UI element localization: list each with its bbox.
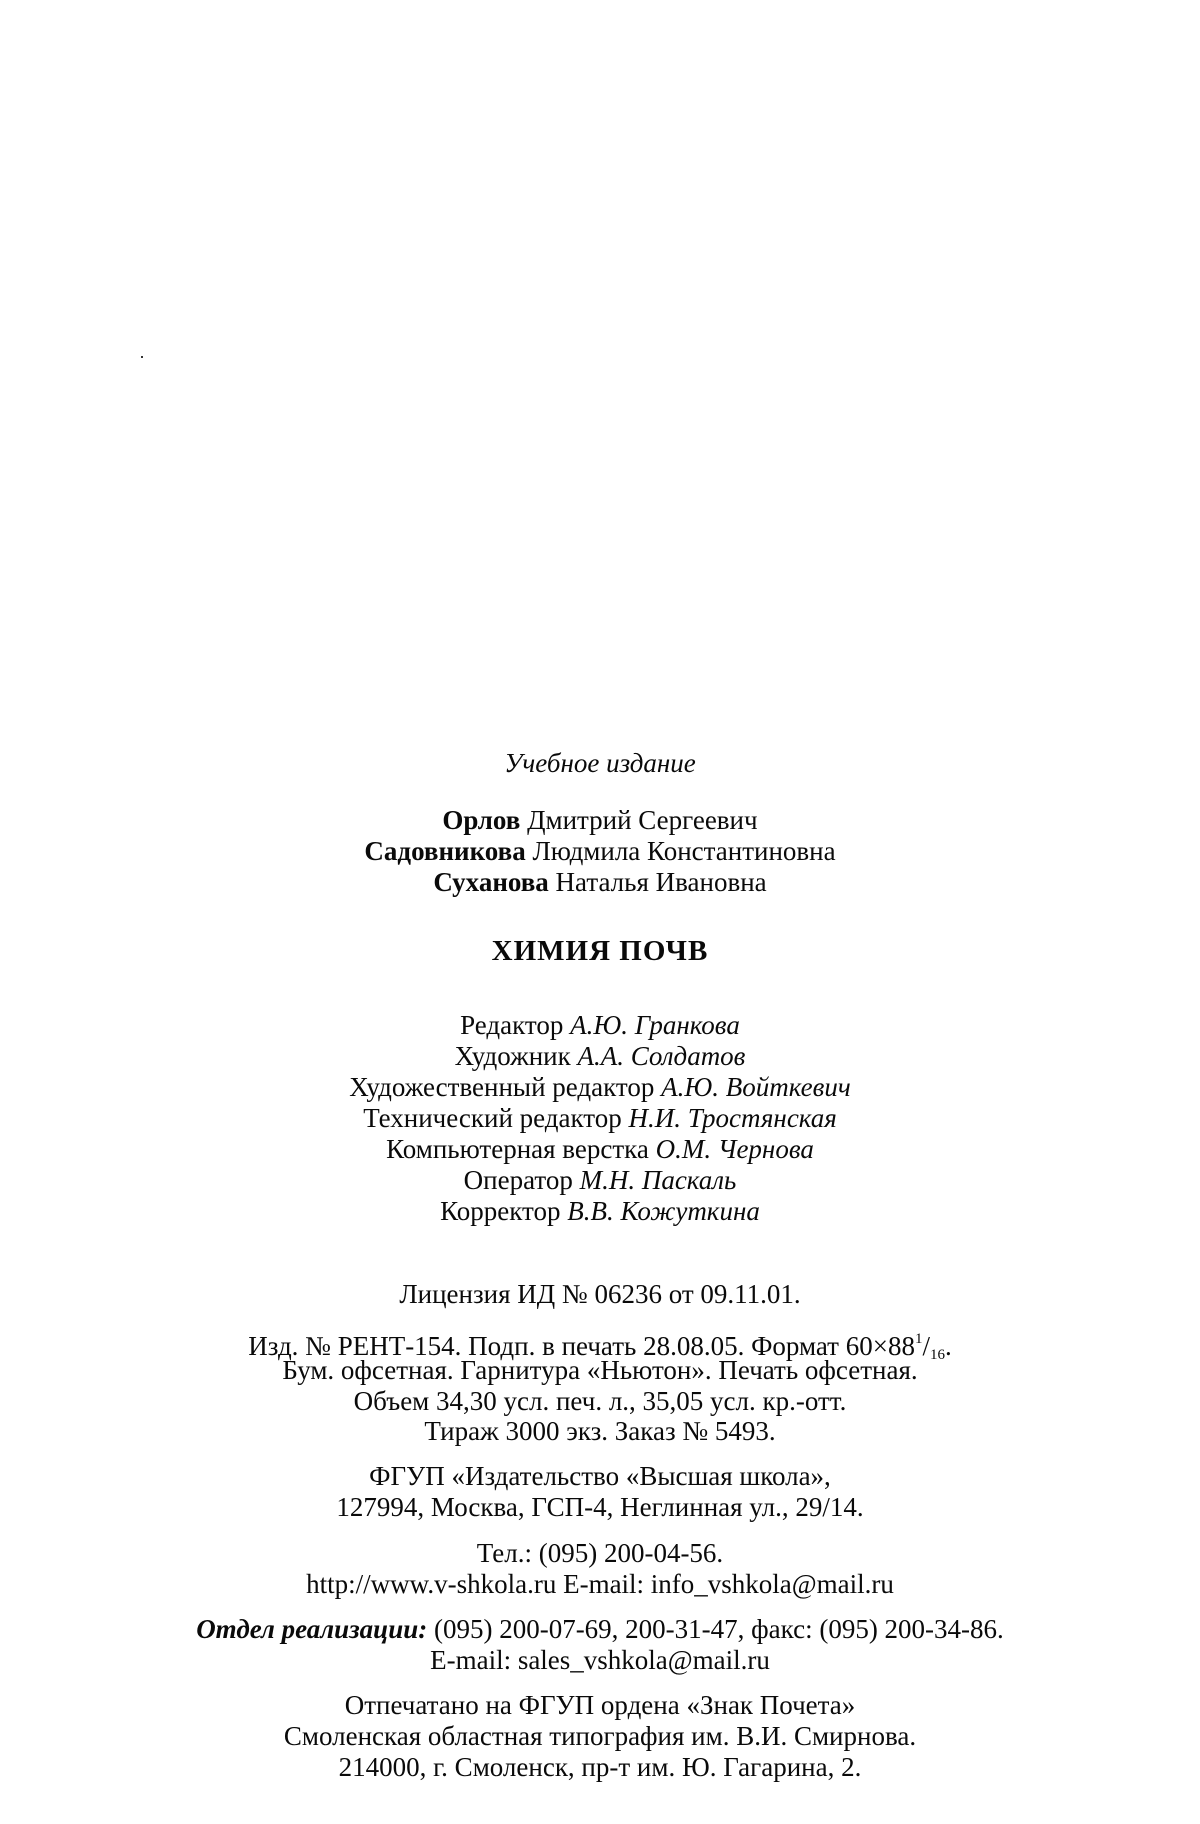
credit-name: Н.И. Тростянская [628, 1103, 837, 1133]
license-line: Лицензия ИД № 06236 от 09.11.01. [399, 1279, 801, 1309]
print-info-line: Объем 34,30 усл. печ. л., 35,05 усл. кр.-отт. [353, 1386, 847, 1416]
credit-name: А.Ю. Гранкова [570, 1010, 740, 1040]
scan-speck [141, 356, 143, 358]
credit-role: Корректор [440, 1196, 561, 1226]
credit-role: Художник [454, 1041, 571, 1071]
format-end: . [944, 1331, 952, 1361]
credit-role: Редактор [460, 1010, 564, 1040]
credit-name: М.Н. Паскаль [579, 1165, 737, 1195]
print-info-line: Тираж 3000 экз. Заказ № 5493. [424, 1416, 776, 1446]
credit-name: А.А. Солдатов [577, 1041, 746, 1071]
sales-email: E-mail: sales_vshkola@mail.ru [430, 1645, 770, 1675]
credit-line [0, 1196, 1200, 1226]
author-surname: Орлов [442, 805, 521, 835]
credit-name: О.М. Чернова [655, 1134, 814, 1164]
credit-line [0, 1134, 1200, 1164]
author-given-names: Наталья Ивановна [555, 867, 767, 897]
author-line [0, 805, 1200, 835]
credit-line [0, 1010, 1200, 1040]
credit-name: В.В. Кожуткина [567, 1196, 760, 1226]
publisher-line: 127994, Москва, ГСП-4, Неглинная ул., 29/14. [336, 1492, 864, 1522]
sales-label: Отдел реализации: [196, 1614, 428, 1644]
credit-role: Технический редактор [363, 1103, 622, 1133]
credit-line [0, 1165, 1200, 1195]
credit-name: А.Ю. Войткевич [661, 1072, 851, 1102]
credit-role: Компьютерная верстка [386, 1134, 649, 1164]
print-info-main: Изд. № РЕНТ-154. Подп. в печать 28.08.05. Формат 60×88 [248, 1331, 915, 1361]
credit-role: Оператор [463, 1165, 573, 1195]
sales-line [0, 1614, 1200, 1644]
publisher-web-email: http://www.v-shkola.ru E-mail: info_vshkola@mail.ru [306, 1569, 894, 1599]
printer-line: Смоленская областная типография им. В.И. Смирнова. [283, 1721, 917, 1751]
sales-contacts: (095) 200-07-69, 200-31-47, факс: (095) 200-34-86. [427, 1614, 1004, 1644]
credit-line [0, 1072, 1200, 1102]
print-info-line: Бум. офсетная. Гарнитура «Ньютон». Печать офсетная. [282, 1355, 918, 1385]
author-surname: Суханова [433, 867, 549, 897]
printer-line: 214000, г. Смоленск, пр-т им. Ю. Гагарина, 2. [338, 1752, 862, 1782]
format-superscript: 1 [914, 1331, 923, 1347]
publisher-line: ФГУП «Издательство «Высшая школа», [369, 1461, 831, 1491]
edition-type: Учебное издание [504, 748, 696, 778]
credit-line [0, 1041, 1200, 1071]
publisher-phone: Тел.: (095) 200-04-56. [476, 1538, 724, 1568]
author-line [0, 867, 1200, 897]
format-subscript: 16 [929, 1347, 945, 1363]
format-slash: / [922, 1331, 930, 1361]
printer-line: Отпечатано на ФГУП ордена «Знак Почета» [344, 1690, 856, 1720]
author-surname: Садовникова [364, 836, 526, 866]
credit-line [0, 1103, 1200, 1133]
author-line [0, 836, 1200, 866]
book-title: ХИМИЯ ПОЧВ [491, 935, 709, 967]
author-given-names: Людмила Константиновна [532, 836, 836, 866]
author-given-names: Дмитрий Сергеевич [527, 805, 758, 835]
credit-role: Художественный редактор [349, 1072, 655, 1102]
